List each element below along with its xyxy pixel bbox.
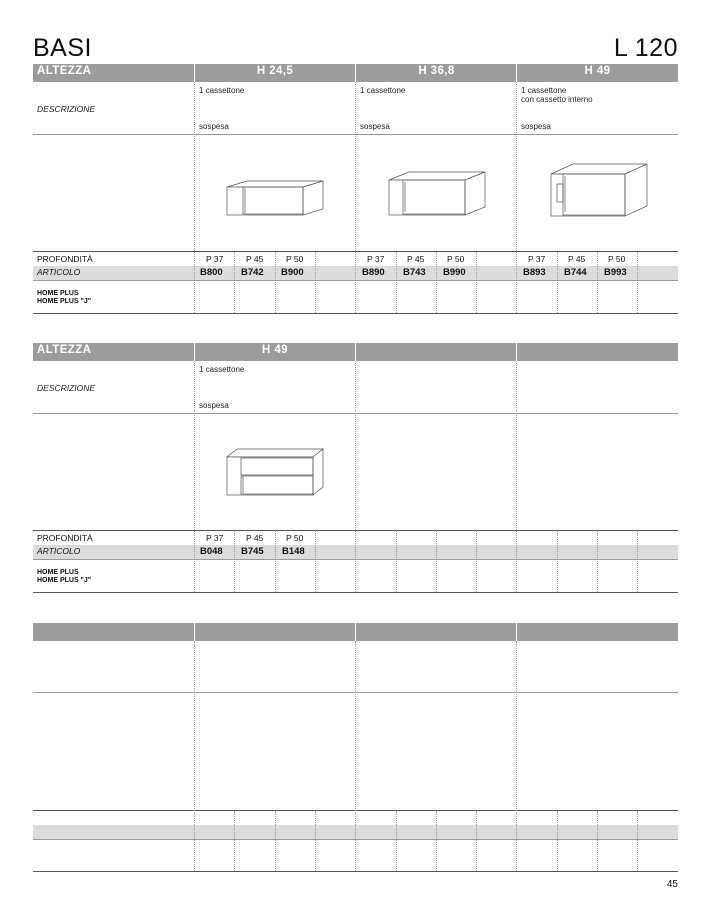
height-h49: H 49 xyxy=(584,65,611,77)
mount-col2: sospesa xyxy=(360,122,390,131)
depth-c2-p50: P 50 xyxy=(447,254,465,264)
home-plus-j-label-2: HOME PLUS "J" xyxy=(37,577,92,584)
descrizione-label: DESCRIZIONE xyxy=(37,104,96,114)
code-b743: B743 xyxy=(403,267,426,278)
depth-c1-p50: P 50 xyxy=(286,254,304,264)
depth-c1-p45: P 45 xyxy=(246,254,264,264)
altezza-label: ALTEZZA xyxy=(37,65,92,77)
depth-c3-p37: P 37 xyxy=(528,254,546,264)
descrizione-label-2: DESCRIZIONE xyxy=(37,383,96,393)
code-b745: B745 xyxy=(241,546,264,557)
home-plus-label: HOME PLUS xyxy=(37,290,79,297)
page-number: 45 xyxy=(666,879,678,890)
code-b890: B890 xyxy=(362,267,385,278)
mount-col3: sospesa xyxy=(521,122,551,131)
section-3-table xyxy=(33,623,678,873)
depth-c1-p37: P 37 xyxy=(206,254,224,264)
altezza-label-2: ALTEZZA xyxy=(37,344,92,356)
height-h368: H 36,8 xyxy=(418,65,455,77)
mount-col1: sospesa xyxy=(199,122,229,131)
articolo-label: ARTICOLO xyxy=(37,267,81,277)
code-b893: B893 xyxy=(523,267,546,278)
drawing-b800 xyxy=(225,179,325,219)
home-plus-j-label: HOME PLUS "J" xyxy=(37,298,92,305)
depth2-p37: P 37 xyxy=(206,533,224,543)
section-2-table xyxy=(33,343,678,593)
page-width-label: L 120 xyxy=(613,34,678,62)
depth-c3-p50: P 50 xyxy=(608,254,626,264)
drawing-b048 xyxy=(225,447,325,497)
home-plus-label-2: HOME PLUS xyxy=(37,569,79,576)
desc-col3: 1 cassettone xyxy=(521,86,567,95)
depth2-p50: P 50 xyxy=(286,533,304,543)
height-h49-b: H 49 xyxy=(262,344,288,356)
profondita-label-2: PROFONDITÀ xyxy=(37,533,93,543)
drawing-b890 xyxy=(387,170,487,218)
mount2-col1: sospesa xyxy=(199,401,229,410)
desc-col3-line2: con cassetto interno xyxy=(521,95,593,104)
code-b800: B800 xyxy=(200,267,223,278)
drawing-b893 xyxy=(549,162,649,218)
articolo-label-2: ARTICOLO xyxy=(37,546,81,556)
desc-col1: 1 cassettone xyxy=(199,86,245,95)
code-b148: B148 xyxy=(282,546,305,557)
code-b744: B744 xyxy=(564,267,587,278)
code-b990: B990 xyxy=(443,267,466,278)
depth-c2-p45: P 45 xyxy=(407,254,425,264)
code-b900: B900 xyxy=(281,267,304,278)
depth-c3-p45: P 45 xyxy=(568,254,586,264)
depth2-p45: P 45 xyxy=(246,533,264,543)
desc-col2: 1 cassettone xyxy=(360,86,406,95)
desc2-col1: 1 cassettone xyxy=(199,365,245,374)
code-b742: B742 xyxy=(241,267,264,278)
depth-c2-p37: P 37 xyxy=(367,254,385,264)
section-1-table xyxy=(33,64,678,314)
page-title: BASI xyxy=(33,34,92,62)
code-b993: B993 xyxy=(604,267,627,278)
profondita-label: PROFONDITÀ xyxy=(37,254,93,264)
code-b048: B048 xyxy=(200,546,223,557)
height-h245: H 24,5 xyxy=(256,65,294,77)
